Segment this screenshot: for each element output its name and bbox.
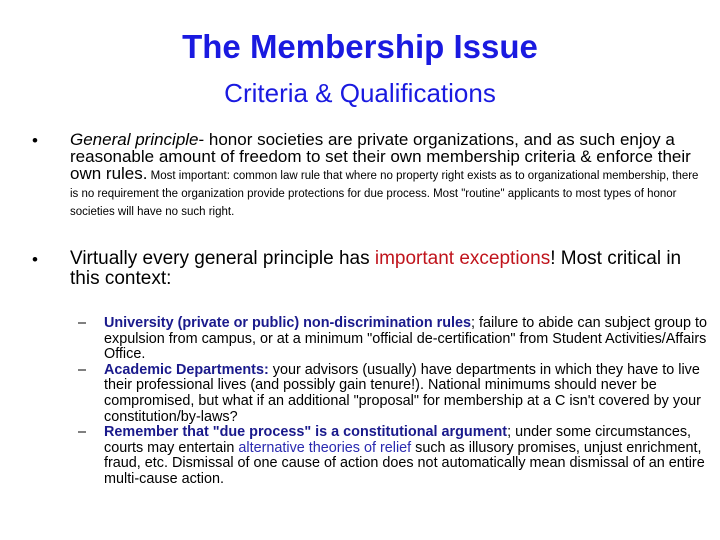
subpoint-body: your advisors (usually) have departments in which they have to live their professional lives (and possibly gain tenure!). National minimums should never be compromised, but what if an additional "proposal" for membership at a C isn't covered by your constitution/by-laws?	[104, 361, 701, 425]
subpoint-body: ; failure to abide can subject group to expulsion from campus, or at a minimum "official de-certification" from Student Activities/Affairs Office.	[104, 315, 708, 363]
general-principle-label: General principle	[70, 130, 199, 149]
general-principle-note: Most important: common law rule that where no property right exists as to organizational membership, there is no requirement the organization provide protections for due process. Most "routine" applicants to most types of honor societies will have no such right.	[70, 170, 699, 218]
list-item	[78, 425, 710, 487]
bullet-general-principle	[70, 131, 702, 219]
dash-marker: –	[78, 315, 87, 331]
exceptions-highlight: important exceptions	[374, 248, 551, 269]
slide-subtitle: Criteria & Qualifications	[224, 78, 496, 108]
dash-marker: –	[78, 361, 87, 378]
subpoint-body-pre: ; under some circumstances, courts may entertain	[104, 424, 692, 456]
subpoint-body-post: such as illusory promises, unjust enrichment, fraud, etc. Dismissal of one cause of action does not automatically mean dismissal of an entire multi-cause action.	[104, 439, 705, 487]
bullet-marker: •	[32, 131, 38, 150]
subpoint-label: Remember that "due process" is a constitutional argument	[104, 424, 508, 441]
general-principle-body: - honor societies are private organizations, and as such enjoy a reasonable amount of freedom to set their own membership criteria & enforce their own rules.	[70, 130, 691, 183]
exceptions-list	[78, 316, 710, 488]
bullet-exceptions	[70, 249, 702, 289]
slide-title: The Membership Issue	[182, 28, 538, 65]
list-item	[78, 316, 710, 363]
dash-marker: –	[78, 424, 87, 441]
bullet-marker: •	[32, 250, 38, 269]
subpoint-label: University (private or public) non-discrimination rules	[104, 315, 472, 331]
subpoint-highlight: alternative theories of relief	[238, 439, 412, 456]
exceptions-pre: Virtually every general principle has	[70, 248, 375, 269]
list-item	[78, 363, 710, 425]
subpoint-label: Academic Departments:	[104, 361, 269, 378]
exceptions-post: ! Most critical in this context:	[70, 248, 682, 289]
